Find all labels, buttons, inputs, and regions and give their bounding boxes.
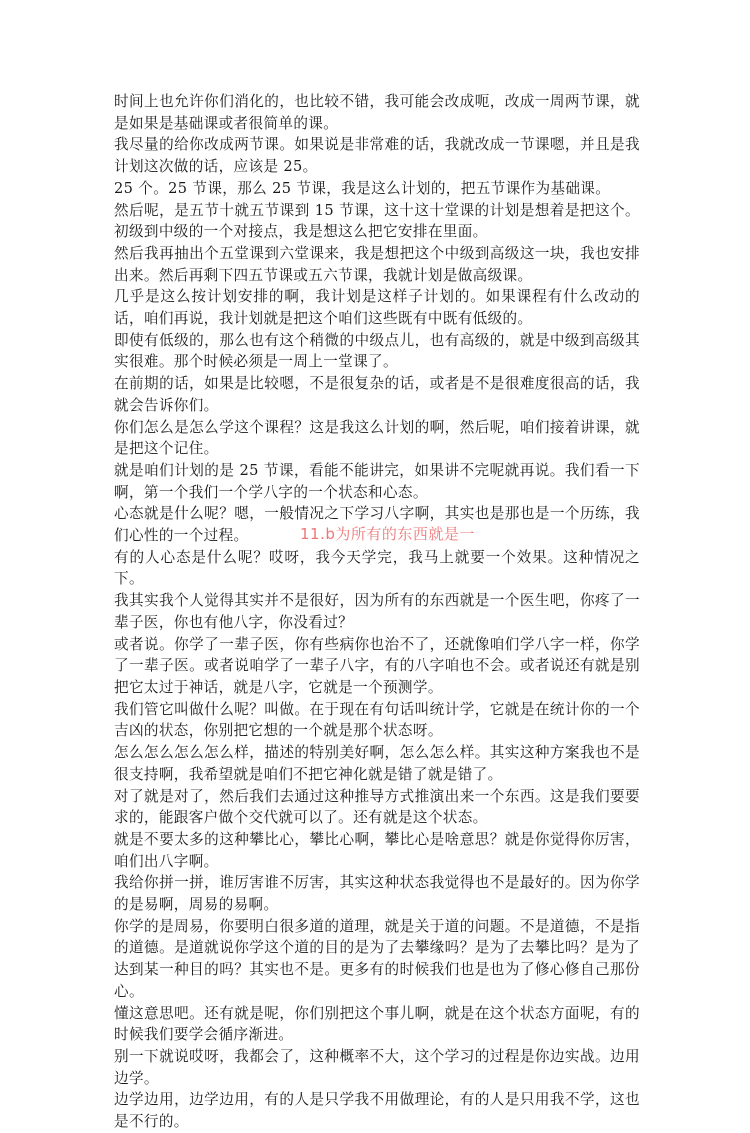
paragraph: 就是咱们计划的是 25 节课，看能不能讲完，如果讲不完呢就再说。我们看一下啊，第一个我们一个学八字的一个状态和心态。: [114, 461, 640, 501]
watermark: 11.b为所有的东西就是一: [300, 525, 475, 543]
paragraph: 心态就是什么呢？嗯，一般情况之下学习八字啊，其实也是那也是一个历练，我们心性的一个过程。: [114, 505, 640, 545]
paragraph: 25 个。25 节课，那么 25 节课，我是这么计划的，把五节课作为基础课。: [114, 179, 611, 197]
paragraph: 在前期的话，如果是比较嗯，不是很复杂的话，或者是不是很难度很高的话，我就会告诉你们。: [114, 375, 640, 414]
document-body: [114, 91, 640, 1133]
paragraph: 我尽量的给你改成两节课。如果说是非常难的话，我就改成一节课嗯，并且是我计划这次做的话，应该是 25。: [114, 136, 640, 176]
paragraph: 即使有低级的，那么也有这个稍微的中级点儿，也有高级的，就是中级到高级其实很难。那个时候必须是一周上一堂课了。: [114, 331, 640, 371]
paragraph: 或者说。你学了一辈子医，你有些病你也治不了，还就像咱们学八字一样，你学了一辈子医。或者说咱学了一辈子八字，有的八字咱也不会。或者说还有就是别把它太过于神话，就是八字，它就是一个预测学。: [114, 635, 640, 696]
paragraph: 时间上也允许你们消化的，也比较不错，我可能会改成呃，改成一周两节课，就是如果是基础课或者很简单的课。: [114, 93, 640, 132]
paragraph: 你学的是周易，你要明白很多道的道理，就是关于道的问题。不是道德，不是指的道德。是道就说你学这个道的目的是为了去攀缘吗？是为了去攀比吗？是为了达到某一种目的吗？其实也不是。更多有的时候我们也是也为了修心修自己那份心。: [114, 917, 640, 1000]
paragraph: 然后呢，是五节十就五节课到 15 节课，这十这十堂课的计划是想着是把这个。初级到中级的一个对接点，我是想这么把它安排在里面。: [114, 201, 640, 241]
paragraph: 我们管它叫做什么呢？叫做。在于现在有句话叫统计学，它就是在统计你的一个吉凶的状态，你别把它想的一个就是那个状态呀。: [114, 700, 640, 740]
paragraph: 有的人心态是什么呢？哎呀，我今天学完，我马上就要一个效果。这种情况之下。: [114, 548, 640, 588]
paragraph: 对了就是对了，然后我们去通过这种推导方式推演出来一个东西。这是我们要要求的，能跟客户做个交代就可以了。还有就是这个状态。: [114, 787, 640, 827]
paragraph: 别一下就说哎呀，我都会了，这种概率不大，这个学习的过程是你边实战。边用边学。: [114, 1047, 640, 1087]
paragraph: 边学边用，边学边用，有的人是只学我不用做理论，有的人是只用我不学，这也是不行的。: [114, 1091, 640, 1131]
paragraph: 我其实我个人觉得其实并不是很好，因为所有的东西就是一个医生吧，你疼了一辈子医，你也有他八字，你没看过？: [114, 592, 640, 631]
paragraph: 懂这意思吧。还有就是呢，你们别把这个事儿啊，就是在这个状态方面呢，有的时候我们要学会循序渐进。: [114, 1004, 640, 1044]
paragraph: 你们怎么是怎么学这个课程？这是我这么计划的啊，然后呢，咱们接着讲课，就是把这个记住。: [114, 418, 640, 458]
paragraph: 就是不要太多的这种攀比心，攀比心啊，攀比心是啥意思？就是你觉得你厉害，咱们出八字啊。: [114, 830, 640, 870]
paragraph: 我给你拼一拼，谁厉害谁不厉害，其实这种状态我觉得也不是最好的。因为你学的是易啊，周易的易啊。: [114, 874, 640, 914]
paragraph: 几乎是这么按计划安排的啊，我计划是这样子计划的。如果课程有什么改动的话，咱们再说，我计划就是把这个咱们这些既有中既有低级的。: [114, 288, 640, 328]
paragraph: 然后我再抽出个五堂课到六堂课来，我是想把这个中级到高级这一块，我也安排出来。然后再剩下四五节课或五六节课，我就计划是做高级课。: [114, 244, 640, 284]
paragraph: 怎么怎么怎么怎么样，描述的特别美好啊，怎么怎么样。其实这种方案我也不是很支持啊，我希望就是咱们不把它神化就是错了就是错了。: [114, 744, 640, 783]
